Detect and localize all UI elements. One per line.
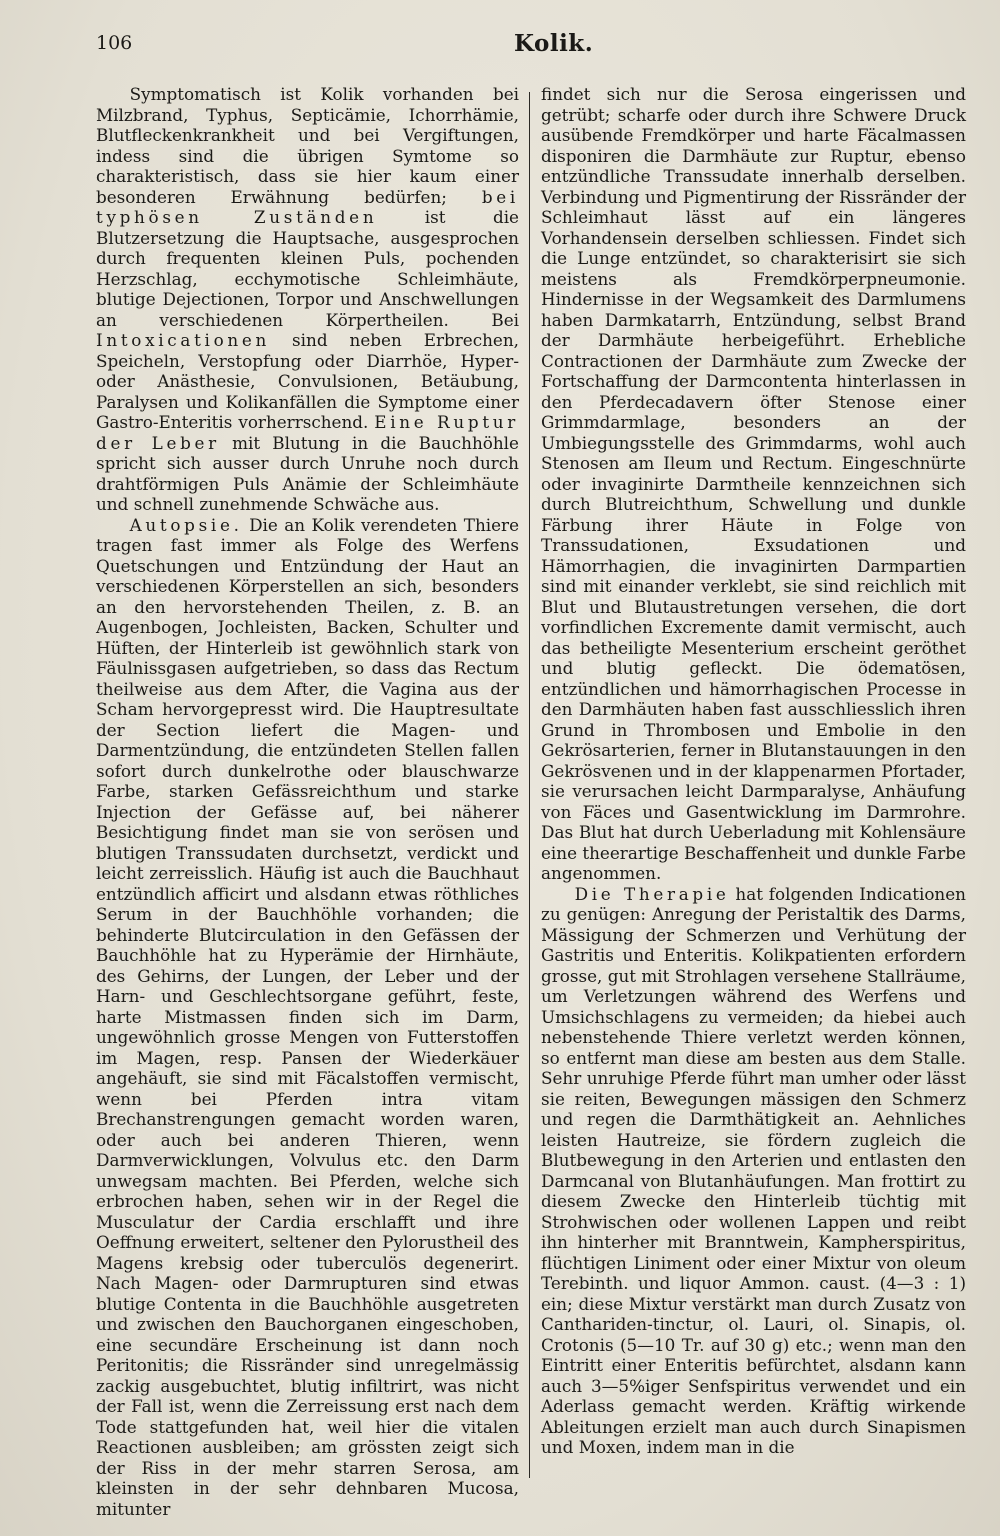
- paragraph-continuation: findet sich nur die Serosa eingerissen und getrübt; scharfe oder durch ihre Schwere Druck ausübende Fremdkörper und harte Fäcalmassen disponiren die Darmhäute zur Ruptur, ebenso entzündliche Transsudate innerhalb derselben. Verbindung und Pigmentirung der Rissränder der Schleimhaut lässt auf ein längeres Vorhandensein derselben schliessen. Findet sich die Lunge entzündet, so charakterisirt sie sich meistens als Fremdkörperpneumonie. Hindernisse in der Wegsamkeit des Darmlumens haben Darmkatarrh, Entzündung, selbst Brand der Darmhäute herbeigeführt. Erhebliche Contractionen der Darmhäute zum Zwecke der Fortschaffung der Darmcontenta hinterlassen in den Pferdecadavern öfter Stenose einer Grimmdarmlage, besonders an der Umbiegungsstelle des Grimmdarms, wohl auch Stenosen am Ileum und Rectum. Eingeschnürte oder invaginirte Darmtheile kennzeichnen sich durch Blutreichthum, Schwellung und dunkle Färbung ihrer Häute in Folge von Transsudationen, Exsudationen und Hämorrhagien, die invaginirten Darmpartien sind mit einander verklebt, sie sind reichlich mit Blut und Blutaustretungen versehen, die dort vorfindlichen Excremente damit vermischt, auch das betheiligte Mesenterium erscheint geröthet und blutig gefleckt. Die ödematösen, entzündlichen und hämorrhagischen Processe in den Darmhäuten haben fast ausschliesslich ihren Grund in Thrombosen und Embolie in den Gekrösarterien, ferner in Blutanstauungen in den Gekrösvenen und in der klappenarmen Pfortader, sie verursachen leicht Darmparalyse, Anhäufung von Fäces und Gasentwicklung im Darmrohre. Das Blut hat durch Ueberladung mit Kohlensäure eine theerartige Beschaffenheit und dunkle Farbe angenommen.: [541, 84, 966, 883]
- spaced-emphasis: Eine Ruptur der Leber: [96, 412, 519, 453]
- spaced-emphasis: Intoxicationen: [96, 330, 271, 350]
- paragraph-therapie: [541, 884, 966, 1458]
- text-run: sind neben Erbrechen, Speicheln, Verstopfung oder Diarrhöe, Hyper- oder Anästhesie, Convulsionen, Betäubung, Paralysen und Kolikanfällen die Symptome einer Gastro-Enteritis vorherrschend.: [96, 330, 519, 432]
- page-number: 106: [96, 32, 133, 54]
- page-header: [96, 30, 908, 64]
- column-divider: [529, 92, 530, 1478]
- text-run: ist die Blutzersetzung die Hauptsache, ausgesprochen durch frequenten kleinen Puls, pochenden Herzschlag, ecchymotische Schleimhäute, blutige Dejectionen, Torpor und Anschwellungen an verschiedenen Körpertheilen. Bei: [96, 207, 519, 330]
- section-heading-autopsie: Autopsie.: [129, 514, 243, 535]
- text-run: hat folgenden Indicationen zu genügen: Anregung der Peristaltik des Darms, Mässigung der Schmerzen und Verhütung der Gastritis und Enteritis. Kolikpatienten erfordern grosse, gut mit Strohlagen versehene Stallräume, um Verletzungen während des Werfens und Umsichschlagens zu vermeiden; da hiebei auch nebenstehende Thiere verletzt werden können, so entfernt man diese am besten aus dem Stalle. Sehr unruhige Pferde führt man umher oder lässt sie reiten, Bewegungen mässigen den Schmerz und regen die Darmthätigkeit an. Aehnliches leisten Hautreize, sie fördern zugleich die Blutbewegung in den Arterien und entlasten den Darmcanal von Blutanhäufungen. Man frottirt zu diesem Zwecke den Hinterleib tüchtig mit Strohwischen oder wollenen Lappen und reibt ihn hinterher mit Branntwein, Kampherspiritus, flüchtigen Liniment oder einer Mixtur von oleum Terebinth. und liquor Ammon. caust. (4—3 : 1) ein; diese Mixtur verstärkt man durch Zusatz von Canthariden-tinctur, ol. Lauri, ol. Sinapis, ol. Crotonis (5—10 Tr. auf 30 g) etc.; wenn man den Eintritt einer Enteritis befürchtet, alsdann kann auch 3—5%iger Senfspiritus verwendet und ein Aderlass gemacht werden. Kräftig wirkende Ableitungen erzielt man auch durch Sinapismen und Moxen, indem man in die: [541, 883, 966, 1457]
- right-column: [541, 84, 966, 1458]
- paragraph-autopsie: [96, 515, 519, 1520]
- paragraph-symptomatic: [96, 84, 519, 515]
- section-heading-therapie: Die Therapie: [574, 883, 730, 904]
- left-column: [96, 84, 519, 1519]
- spaced-emphasis: bei typhösen Zuständen: [96, 186, 519, 227]
- text-run: mit Blutung in die Bauchhöhle spricht sich ausser durch Unruhe noch durch drahtförmigen Puls Anämie der Schleimhäute und schnell zunehmende Schwäche aus.: [96, 432, 519, 514]
- running-title: Kolik.: [514, 30, 594, 57]
- text-run: Symptomatisch ist Kolik vorhanden bei Milzbrand, Typhus, Septicämie, Ichorrhämie, Blutfleckenkrankheit und bei Vergiftungen, indess sind die übrigen Symtome so charakteristisch, dass sie hier kaum einer besonderen Erwähnung bedürfen;: [96, 84, 519, 207]
- text-run: Die an Kolik verendeten Thiere tragen fast immer als Folge des Werfens Quetschungen und Entzündung der Haut an verschiedenen Körperstellen an sich, besonders an den hervorstehenden Theilen, z. B. an Augenbogen, Jochleisten, Backen, Schulter und Hüften, der Hinterleib ist gewöhnlich stark von Fäulnissgasen aufgetrieben, so dass das Rectum theilweise aus dem After, die Vagina aus der Scham hervorgepresst wird. Die Hauptresultate der Section liefert die Magen- und Darmentzündung, die entzündeten Stellen fallen sofort durch dunkelrothe oder blauschwarze Farbe, starken Gefässreichthum und starke Injection der Gefässe auf, bei näherer Besichtigung findet man sie von serösen und blutigen Transsudaten durchsetzt, verdickt und leicht zerreisslich. Häufig ist auch die Bauchhaut entzündlich afficirt und alsdann etwas röthliches Serum in der Bauchhöhle vorhanden; die behinderte Blutcirculation in den Gefässen der Bauchhöhle hat zu Hyperämie der Hirnhäute, des Gehirns, der Lungen, der Leber und der Harn- und Geschlechtsorgane geführt, feste, harte Mistmassen finden sich im Darm, ungewöhnlich grosse Mengen von Futterstoffen im Magen, resp. Pansen der Wiederkäuer angehäuft, sie sind mit Fäcalstoffen vermischt, wenn bei Pferden intra vitam Brechanstrengungen gemacht worden waren, oder auch bei anderen Thieren, wenn Darmverwicklungen, Volvulus etc. den Darm unwegsam machten. Bei Pferden, welche sich erbrochen haben, sehen wir in der Regel die Musculatur der Cardia erschlafft und ihre Oeffnung erweitert, seltener den Pylorustheil des Magens krebsig oder tuberculös degenerirt. Nach Magen- oder Darmrupturen sind etwas blutige Contenta in die Bauchhöhle ausgetreten und zwischen den Bauchorganen eingeschoben, eine secundäre Erscheinung ist dann noch Peritonitis; die Rissränder sind unregelmässig zackig ausgebuchtet, blutig infiltrirt, was nicht der Fall ist, wenn die Zerreissung erst nach dem Tode stattgefunden hat, weil hier die vitalen Reactionen ausbleiben; am grössten zeigt sich der Riss in der mehr starren Serosa, am kleinsten in der sehr dehnbaren Mucosa, mitunter: [96, 514, 519, 1519]
